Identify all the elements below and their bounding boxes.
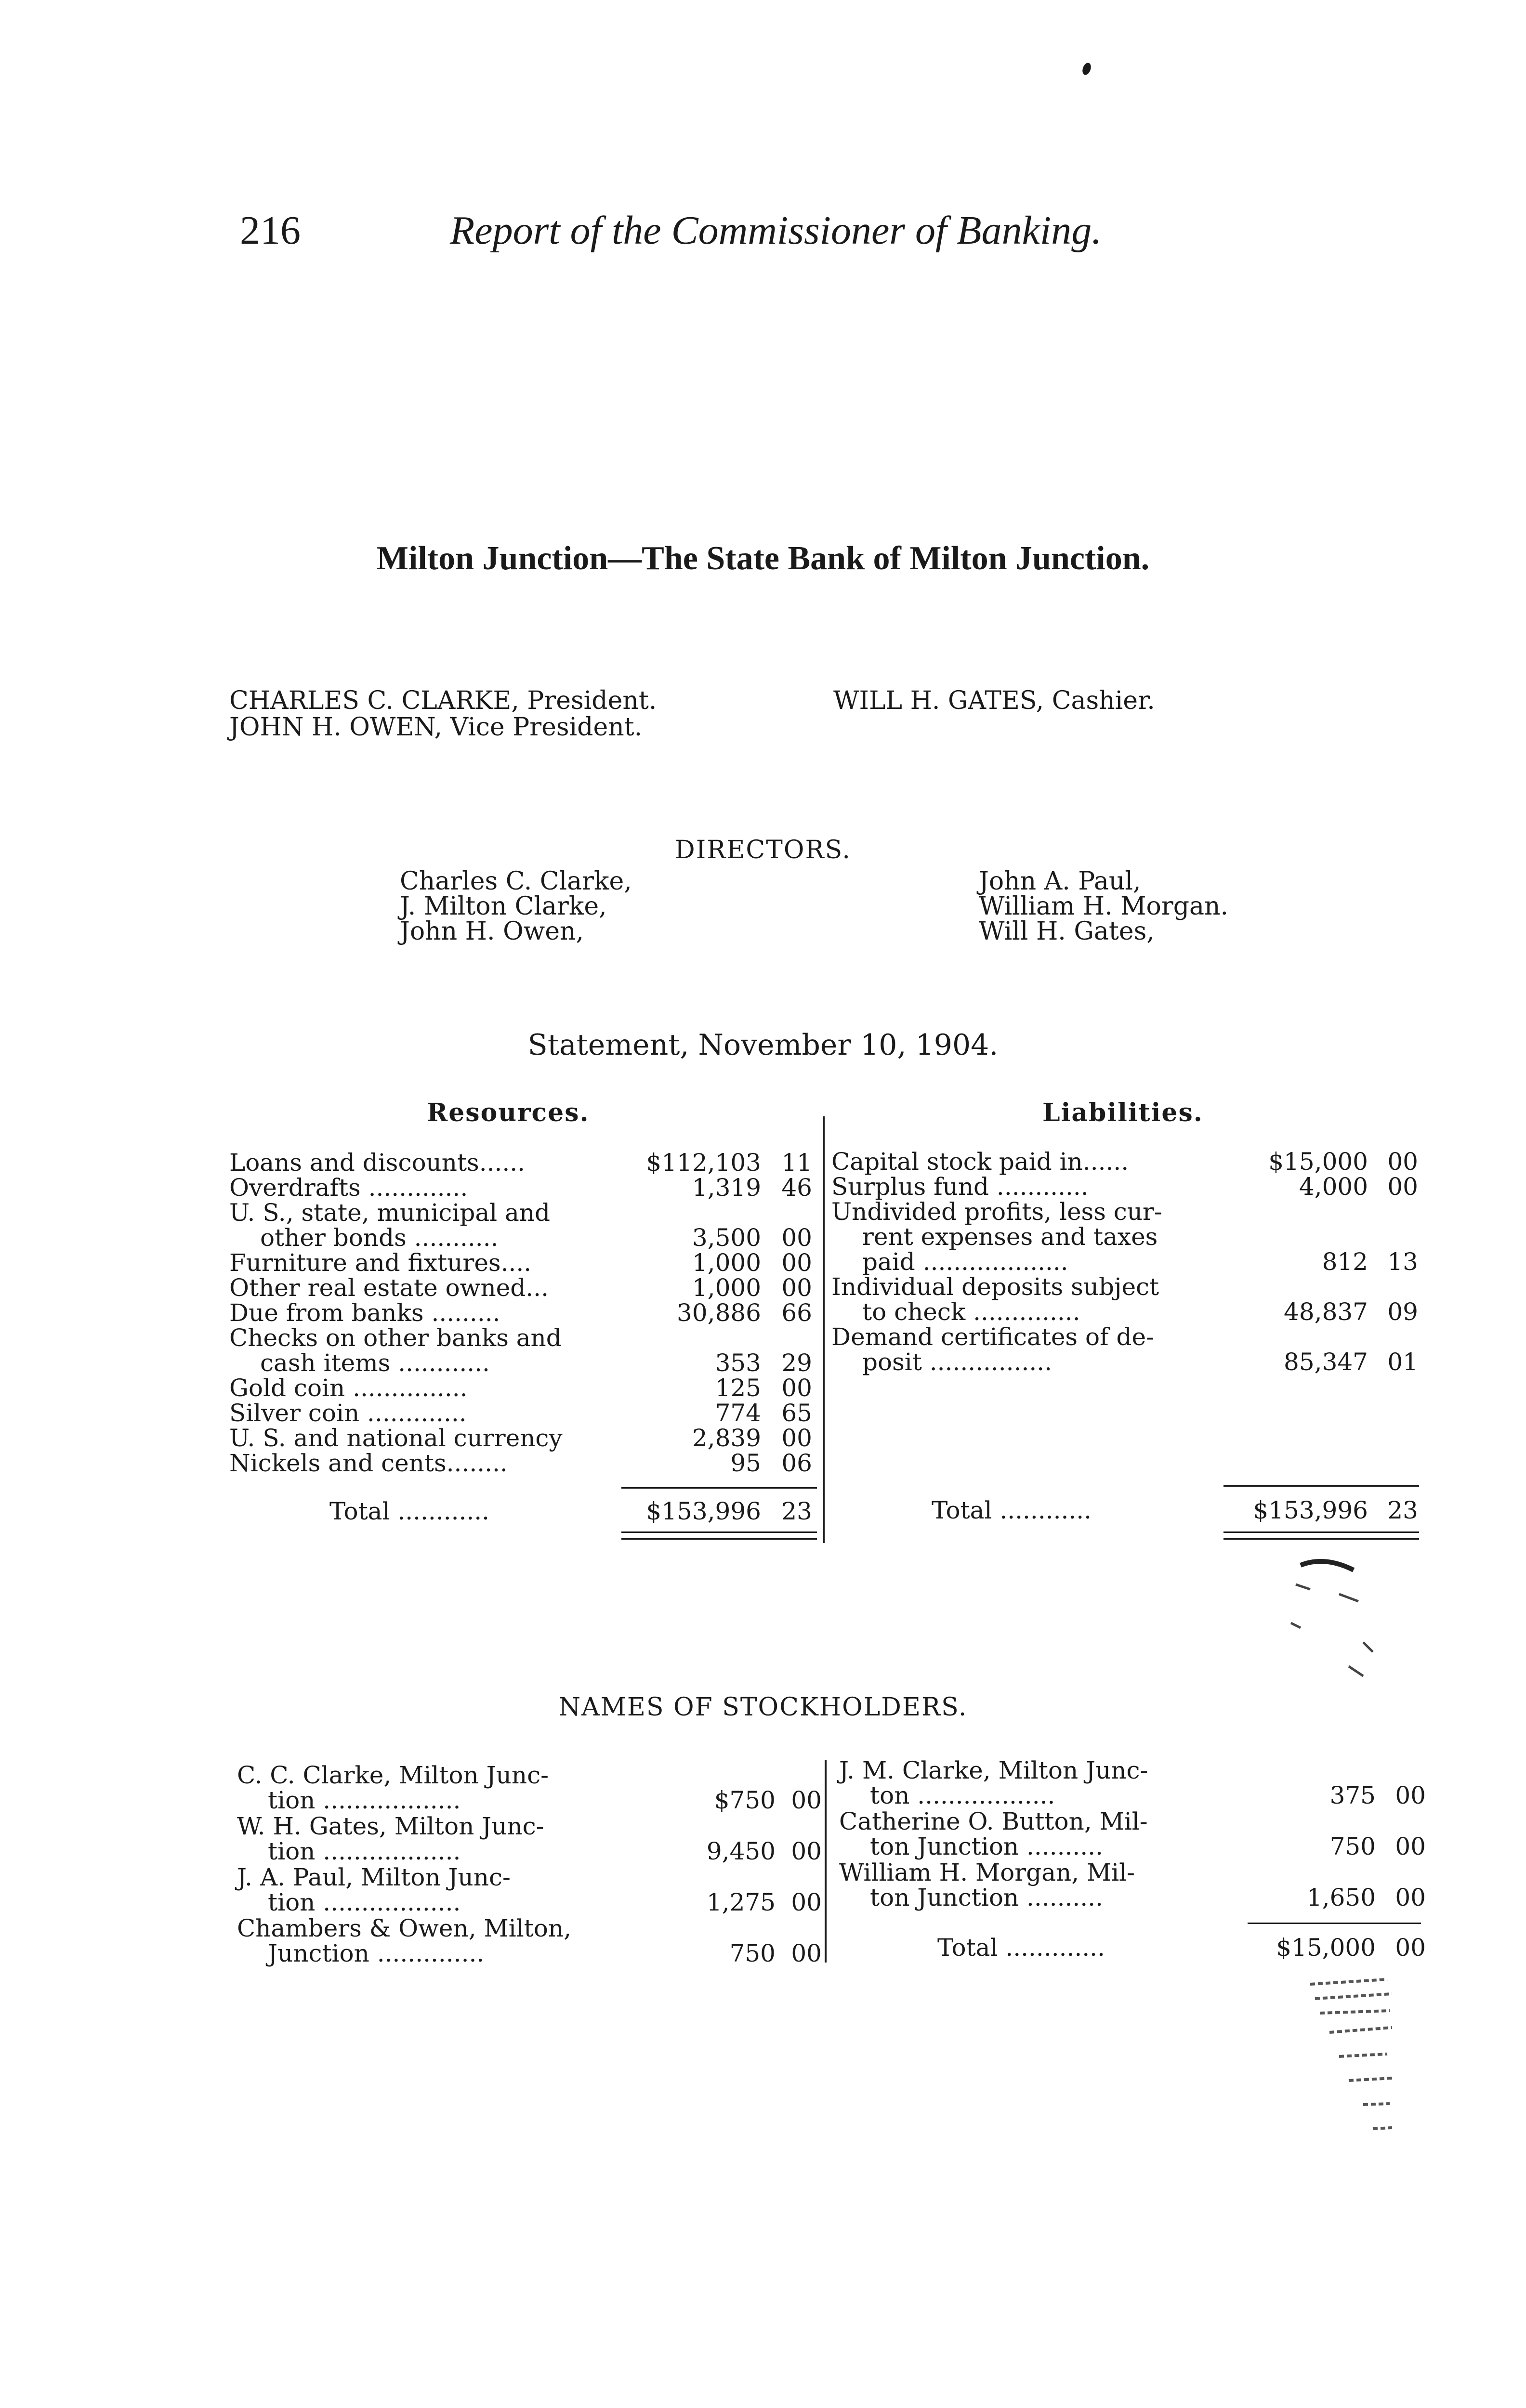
liability-row: [0, 1148, 1493, 1177]
resource-label: Loans and discounts......: [229, 1149, 526, 1177]
stockholder-left-name: Chambers & Owen, Milton,: [237, 1914, 571, 1942]
stockholder-right-row: [0, 1834, 1493, 1859]
liabilities-heading: Liabilities.: [1042, 1098, 1203, 1127]
resource-dollars: 125: [715, 1374, 761, 1402]
liability-label: Capital stock paid in......: [831, 1148, 1129, 1176]
stockholder-right-dollars: 1,650: [1306, 1884, 1376, 1911]
liability-row: [0, 1298, 1493, 1327]
liability-dollars: 48,837: [1284, 1298, 1368, 1326]
stockholder-left-place: tion ..................: [268, 1888, 461, 1916]
running-title: Report of the Commissioner of Banking.: [450, 208, 1102, 253]
resource-label: Due from banks .........: [229, 1299, 500, 1327]
resource-cents: 29: [781, 1349, 812, 1377]
liabilities-total-label: Total ............: [932, 1496, 1092, 1524]
liability-label: Undivided profits, less cur-: [831, 1198, 1162, 1226]
ink-dot: [1081, 62, 1092, 76]
liabilities-double-rule-2: [1223, 1538, 1419, 1540]
liability-dollars: 4,000: [1299, 1173, 1368, 1201]
resource-cents: 00: [781, 1249, 812, 1277]
liability-label: Demand certificates of de-: [831, 1323, 1154, 1351]
resource-cents: 65: [781, 1399, 812, 1427]
scan-smudge-2: [1301, 1975, 1407, 2148]
liability-row: [0, 1198, 1493, 1227]
stockholder-right-name: William H. Morgan, Mil-: [839, 1858, 1135, 1886]
stockholders-heading: NAMES OF STOCKHOLDERS.: [558, 1693, 968, 1722]
resource-row: [0, 1375, 1493, 1400]
stockholders-total-label: Total .............: [937, 1934, 1105, 1962]
stockholder-left-name: C. C. Clarke, Milton Junc-: [237, 1761, 549, 1789]
officer-cashier: WILL H. GATES, Cashier.: [833, 686, 1155, 715]
resource-label: other bonds ...........: [260, 1224, 499, 1252]
liability-label: Individual deposits subject: [831, 1273, 1159, 1301]
resource-dollars: 1,000: [692, 1249, 761, 1277]
director-left-3: John H. Owen,: [400, 917, 584, 946]
resources-heading: Resources.: [427, 1098, 590, 1127]
stockholder-left-name: J. A. Paul, Milton Junc-: [237, 1863, 511, 1891]
resource-label: U. S., state, municipal and: [229, 1199, 551, 1227]
officer-vice-president: JOHN H. OWEN, Vice President.: [229, 713, 643, 742]
stockholder-right-name: Catherine O. Button, Mil-: [839, 1807, 1148, 1835]
director-left-1: Charles C. Clarke,: [400, 867, 632, 896]
stockholder-right-row: [0, 1783, 1493, 1808]
resource-label: Nickels and cents........: [229, 1449, 508, 1477]
liability-cents: 01: [1387, 1348, 1418, 1376]
director-left-2: J. Milton Clarke,: [400, 892, 607, 921]
stockholder-right-dollars: 375: [1329, 1781, 1376, 1809]
resource-dollars: 353: [715, 1349, 761, 1377]
liabilities-total-rule: [1223, 1485, 1419, 1487]
resource-dollars: 1,319: [692, 1174, 761, 1202]
resource-label: Silver coin .............: [229, 1399, 467, 1427]
stockholder-left-name: W. H. Gates, Milton Junc-: [237, 1812, 544, 1840]
resource-label: Furniture and fixtures....: [229, 1249, 532, 1277]
liability-row: [0, 1323, 1493, 1352]
liability-dollars: 812: [1322, 1248, 1368, 1276]
stockholder-right-name-line: [0, 1860, 1493, 1885]
liability-cents: 13: [1387, 1248, 1418, 1276]
resource-cents: 06: [781, 1449, 812, 1477]
resource-dollars: 2,839: [692, 1424, 761, 1452]
resource-cents: 66: [781, 1299, 812, 1327]
liability-row: [0, 1348, 1493, 1377]
resource-row: [0, 1400, 1493, 1426]
stockholder-right-place: ton Junction ..........: [870, 1832, 1103, 1860]
resource-dollars: $112,103: [646, 1149, 761, 1177]
resource-dollars: 1,000: [692, 1274, 761, 1302]
liability-cents: 09: [1387, 1298, 1418, 1326]
scan-smudge-1: [1281, 1556, 1387, 1690]
resource-label: U. S. and national currency: [229, 1424, 563, 1452]
director-right-2: William H. Morgan.: [979, 892, 1229, 921]
stockholder-left-cents: 00: [791, 1786, 822, 1814]
resource-dollars: 95: [730, 1449, 761, 1477]
statement-title: Statement, November 10, 1904.: [527, 1028, 999, 1062]
bank-title: Milton Junction—The State Bank of Milton Junction.: [376, 540, 1150, 577]
stockholder-right-cents: 00: [1395, 1884, 1426, 1911]
resources-total-dollars: $153,996: [646, 1497, 761, 1525]
liability-dollars: 85,347: [1284, 1348, 1368, 1376]
stockholder-left-dollars: $750: [714, 1786, 776, 1814]
director-right-3: Will H. Gates,: [979, 917, 1155, 946]
resources-total-rule: [621, 1487, 817, 1489]
stockholder-right-place: ton Junction ..........: [870, 1884, 1103, 1911]
stockholder-right-cents: 00: [1395, 1781, 1426, 1809]
resource-cents: 00: [781, 1424, 812, 1452]
resource-label: Other real estate owned...: [229, 1274, 549, 1302]
liability-label: to check ..............: [862, 1298, 1080, 1326]
stockholders-total-cents: 00: [1395, 1934, 1426, 1962]
liability-row: [0, 1223, 1493, 1252]
directors-heading: DIRECTORS.: [675, 836, 851, 864]
resource-label: Checks on other banks and: [229, 1324, 562, 1352]
resource-cents: 00: [781, 1274, 812, 1302]
page-number: 216: [240, 208, 301, 253]
liability-label: Surplus fund ............: [831, 1173, 1089, 1201]
stockholders-total-dollars: $15,000: [1276, 1934, 1376, 1962]
stockholder-left-cents: 00: [791, 1939, 822, 1967]
stockholder-left-cents: 00: [791, 1837, 822, 1865]
liabilities-total-cents: 23: [1387, 1496, 1418, 1524]
officer-president: CHARLES C. CLARKE, President.: [229, 686, 657, 715]
stockholder-right-cents: 00: [1395, 1832, 1426, 1860]
stockholder-left-place: tion ..................: [268, 1786, 461, 1814]
stockholder-right-place: ton ..................: [870, 1781, 1055, 1809]
director-right-1: John A. Paul,: [979, 867, 1141, 896]
resource-dollars: 3,500: [692, 1224, 761, 1252]
resource-cents: 00: [781, 1224, 812, 1252]
stockholder-right-name-line: [0, 1758, 1493, 1783]
resource-row: [0, 1426, 1493, 1451]
stockholder-left-cents: 00: [791, 1888, 822, 1916]
liability-dollars: $15,000: [1268, 1148, 1368, 1176]
liability-row: [0, 1173, 1493, 1202]
stockholder-left-place: tion ..................: [268, 1837, 461, 1865]
liability-label: posit ................: [862, 1348, 1052, 1376]
resource-cents: 00: [781, 1374, 812, 1402]
liability-row: [0, 1273, 1493, 1302]
liability-cents: 00: [1387, 1173, 1418, 1201]
liability-row: [0, 1248, 1493, 1277]
resource-label: cash items ............: [260, 1349, 490, 1377]
stockholder-left-dollars: 9,450: [706, 1837, 776, 1865]
stockholder-right-name-line: [0, 1809, 1493, 1834]
resource-dollars: 774: [715, 1399, 761, 1427]
stockholder-left-dollars: 1,275: [706, 1888, 776, 1916]
stockholder-left-dollars: 750: [729, 1939, 776, 1967]
liability-label: rent expenses and taxes: [862, 1223, 1158, 1251]
resource-cents: 11: [781, 1149, 812, 1177]
resources-total-label: Total ............: [329, 1497, 490, 1525]
resources-double-rule-2: [621, 1538, 817, 1540]
resources-total-cents: 23: [781, 1497, 812, 1525]
liabilities-total-row: [0, 1498, 1445, 1523]
liabilities-total-dollars: $153,996: [1253, 1496, 1368, 1524]
stockholder-right-dollars: 750: [1329, 1832, 1376, 1860]
liability-label: paid ...................: [862, 1248, 1068, 1276]
resources-double-rule-1: [621, 1531, 817, 1533]
resource-label: Gold coin ...............: [229, 1374, 468, 1402]
stockholder-left-place: Junction ..............: [268, 1939, 485, 1967]
stockholders-total-row: [0, 1935, 1445, 1960]
stockholder-right-name: J. M. Clarke, Milton Junc-: [839, 1756, 1148, 1784]
liabilities-double-rule-1: [1223, 1531, 1419, 1533]
stockholders-total-rule: [1248, 1923, 1421, 1924]
resource-row: [0, 1451, 1493, 1476]
resource-label: Overdrafts .............: [229, 1174, 468, 1202]
resource-cents: 46: [781, 1174, 812, 1202]
liability-cents: 00: [1387, 1148, 1418, 1176]
stockholder-right-row: [0, 1885, 1493, 1910]
resource-dollars: 30,886: [677, 1299, 761, 1327]
